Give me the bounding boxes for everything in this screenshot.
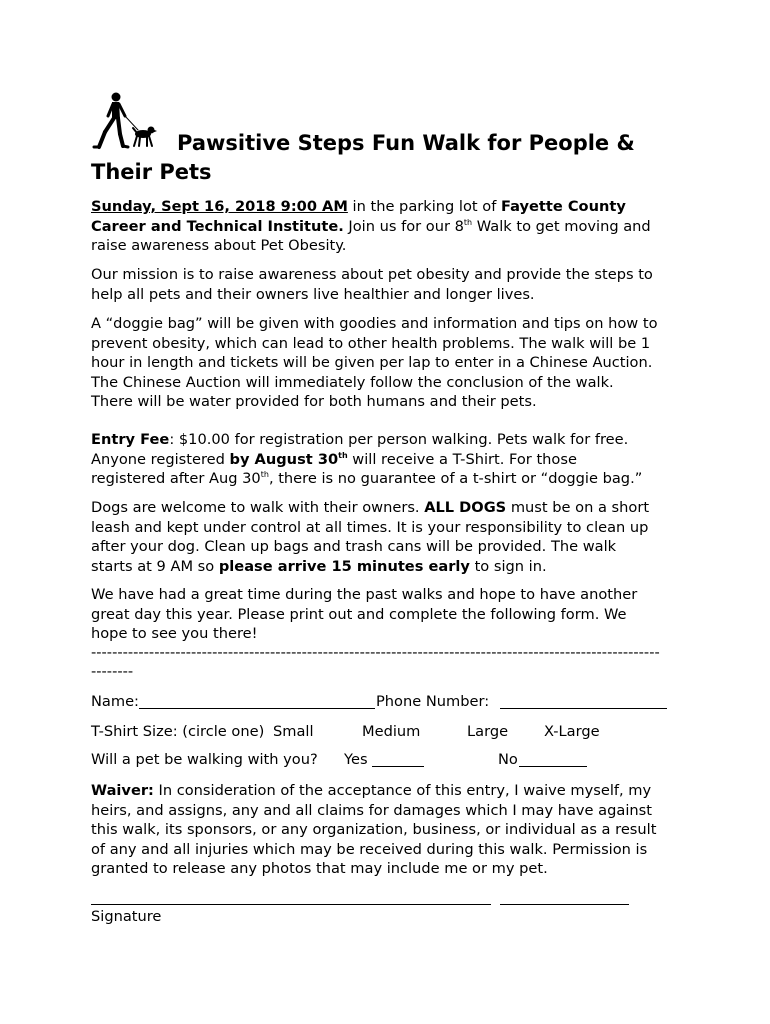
person-walking-dog-icon: [91, 92, 159, 150]
tshirt-size-label: T-Shirt Size: (circle one): [91, 723, 265, 740]
event-date: Sunday, Sept 16, 2018 9:00 AM: [91, 198, 348, 215]
waiver-label: Waiver:: [91, 782, 154, 799]
waiver-paragraph: Waiver: In consideration of the acceptance of this entry, I waive myself, my: [91, 782, 652, 799]
signature-label: Signature: [91, 908, 162, 925]
entry-fee-paragraph: Entry Fee: $10.00 for registration per person walking. Pets walk for free.: [91, 431, 629, 448]
name-label: Name:: [91, 693, 139, 710]
cut-line: ------------------------------------------------------------------------------------------------------------: [91, 644, 660, 661]
yes-label: Yes: [344, 751, 368, 768]
intro-paragraph: Sunday, Sept 16, 2018 9:00 AM in the parking lot of Fayette County: [91, 198, 626, 215]
size-option-xlarge[interactable]: X-Large: [544, 723, 600, 740]
entry-fee-label: Entry Fee: [91, 431, 170, 448]
size-option-small[interactable]: Small: [273, 723, 314, 740]
mission-paragraph: Our mission is to raise awareness about pet obesity and provide the steps to: [91, 266, 653, 283]
phone-label: Phone Number:: [376, 693, 490, 710]
yes-field[interactable]: [372, 766, 424, 767]
registration-deadline: by August 30: [229, 450, 339, 468]
size-option-medium[interactable]: Medium: [362, 723, 421, 740]
phone-field[interactable]: [500, 708, 667, 709]
size-option-large[interactable]: Large: [467, 723, 509, 740]
pet-question: Will a pet be walking with you?: [91, 751, 318, 768]
event-venue: Fayette County: [500, 198, 626, 215]
dogs-paragraph: Dogs are welcome to walk with their owners. ALL DOGS must be on a short: [91, 499, 650, 516]
doggie-bag-paragraph: A “doggie bag” will be given with goodies and information and tips on how to: [91, 315, 658, 332]
name-field[interactable]: [139, 708, 375, 709]
page-title-line2: Their Pets: [91, 160, 212, 184]
no-label: No: [498, 751, 518, 768]
closing-paragraph: We have had a great time during the past walks and hope to have another: [91, 586, 638, 603]
date-field[interactable]: [500, 904, 629, 905]
signature-field[interactable]: [91, 904, 491, 905]
page-title: Pawsitive Steps Fun Walk for People &: [177, 131, 635, 155]
no-field[interactable]: [519, 766, 587, 767]
